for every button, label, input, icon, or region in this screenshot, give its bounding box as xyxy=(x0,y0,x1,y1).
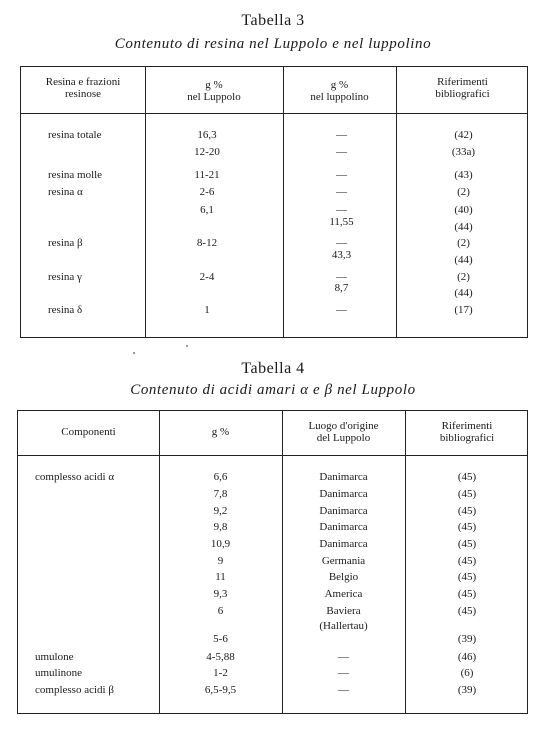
table-cell: Germania xyxy=(321,555,366,567)
table-cell: (40) xyxy=(454,204,473,216)
table-cell: 6,1 xyxy=(200,204,214,216)
table-cell: 9,8 xyxy=(213,521,228,533)
table-cell: — xyxy=(336,204,347,216)
table-cell: (2) xyxy=(457,271,470,283)
table-cell: — xyxy=(336,237,347,249)
table3-divider xyxy=(283,67,284,337)
table-cell: 12-20 xyxy=(194,146,220,158)
table-cell: (46) xyxy=(457,651,477,663)
table3-subtitle: Contenuto di resina nel Luppolo e nel luppolino xyxy=(114,36,432,52)
table3-header-col2: g % nel Luppolo xyxy=(187,79,241,103)
table-cell: (45) xyxy=(457,571,477,583)
table4-header-rule xyxy=(18,455,527,456)
table-cell: (17) xyxy=(454,304,473,316)
table-cell: umulone xyxy=(35,651,74,663)
table-cell: (2) xyxy=(457,186,470,198)
table-cell: resina α xyxy=(48,186,83,198)
table-cell: 9 xyxy=(217,555,224,567)
table4-header-col2: g % xyxy=(211,426,230,438)
table-cell: 6 xyxy=(217,605,224,617)
table-cell: — xyxy=(336,146,347,158)
table-cell: 11-21 xyxy=(194,169,220,181)
table-cell: — xyxy=(338,667,349,679)
table-cell: (42) xyxy=(454,129,473,141)
table-cell: (45) xyxy=(457,521,477,533)
table3-header-col3: g % nel luppolino xyxy=(310,79,369,103)
table3-header-col1: Resina e frazioni resinose xyxy=(45,76,121,100)
table-cell: — xyxy=(336,186,347,198)
table-cell: (44) xyxy=(454,254,473,266)
table-cell: 8,7 xyxy=(334,282,349,294)
table-cell: — xyxy=(336,169,347,181)
table-cell: 1-2 xyxy=(213,667,228,679)
table-cell: (45) xyxy=(457,538,477,550)
table-cell: — xyxy=(338,651,349,663)
table-cell: 6,5-9,5 xyxy=(204,684,237,696)
table-cell: resina molle xyxy=(48,169,103,181)
table-cell: America xyxy=(324,588,363,600)
table-cell: Danimarca xyxy=(319,471,368,483)
table-cell: 11,55 xyxy=(329,216,354,228)
table-cell: (45) xyxy=(457,555,477,567)
table-cell: Danimarca xyxy=(319,505,368,517)
table-cell: complesso acidi α xyxy=(35,471,115,483)
table-cell: (44) xyxy=(454,221,473,233)
table-cell: — xyxy=(338,684,349,696)
table-cell: (39) xyxy=(457,633,477,645)
table-cell: 10,9 xyxy=(210,538,231,550)
table-cell: (45) xyxy=(457,588,477,600)
table-cell: (45) xyxy=(457,505,477,517)
table-cell: 6,6 xyxy=(213,471,228,483)
table4-subtitle: Contenuto di acidi amari α e β nel Luppolo xyxy=(130,382,416,398)
table-cell: (45) xyxy=(457,605,477,617)
table-cell: 8-12 xyxy=(196,237,218,249)
table-cell: 9,2 xyxy=(213,505,228,517)
table4-frame xyxy=(17,410,528,714)
table-cell: Danimarca xyxy=(319,488,368,500)
table-cell: complesso acidi β xyxy=(35,684,114,696)
table-cell: 9,3 xyxy=(213,588,228,600)
table3-divider xyxy=(396,67,397,337)
table4-header-col1: Componenti xyxy=(61,426,116,438)
table-cell: umulinone xyxy=(35,667,83,679)
table-cell: (33a) xyxy=(451,146,476,158)
table-cell: — xyxy=(336,129,347,141)
table-cell: 43,3 xyxy=(331,249,352,261)
table-cell: Baviera xyxy=(326,605,361,617)
table3-title: Tabella 3 xyxy=(241,12,305,29)
table4-header-col4: Riferimenti bibliografici xyxy=(439,420,495,444)
table-cell: 1 xyxy=(204,304,210,316)
table3-divider xyxy=(145,67,146,337)
table-cell: 16,3 xyxy=(197,129,217,141)
table-cell: (2) xyxy=(457,237,470,249)
scan-speck xyxy=(133,352,135,354)
table-cell: 2-4 xyxy=(199,271,215,283)
table-cell: resina totale xyxy=(48,129,102,141)
table-cell: (45) xyxy=(457,488,477,500)
table-cell: (43) xyxy=(454,169,473,181)
table-cell: Danimarca xyxy=(319,521,368,533)
table4-title: Tabella 4 xyxy=(241,360,305,377)
scan-speck xyxy=(186,345,188,347)
table-cell: 2-6 xyxy=(199,186,215,198)
table-cell: resina β xyxy=(48,237,83,249)
table-cell: 5-6 xyxy=(213,633,228,645)
table-cell: — xyxy=(336,304,347,316)
table-cell: (39) xyxy=(457,684,477,696)
table-cell: Danimarca xyxy=(319,538,368,550)
table-cell: 11 xyxy=(215,571,226,583)
table-cell: (6) xyxy=(460,667,474,679)
table-cell: (44) xyxy=(454,287,473,299)
table4-header-col3: Luogo d'origine del Luppolo xyxy=(308,420,379,444)
table3-header-rule xyxy=(21,113,527,114)
table-cell: 4-5,88 xyxy=(206,651,235,663)
table3-frame xyxy=(20,66,528,338)
table-cell: resina γ xyxy=(48,271,82,283)
table-cell: (Hallertau) xyxy=(319,620,368,632)
table-cell: (45) xyxy=(457,471,477,483)
table-cell: resina δ xyxy=(48,304,83,316)
table-cell: Belgio xyxy=(328,571,359,583)
table3-header-col4: Riferimenti bibliografici xyxy=(435,76,490,100)
table-cell: 7,8 xyxy=(213,488,228,500)
table-cell: — xyxy=(336,271,347,283)
